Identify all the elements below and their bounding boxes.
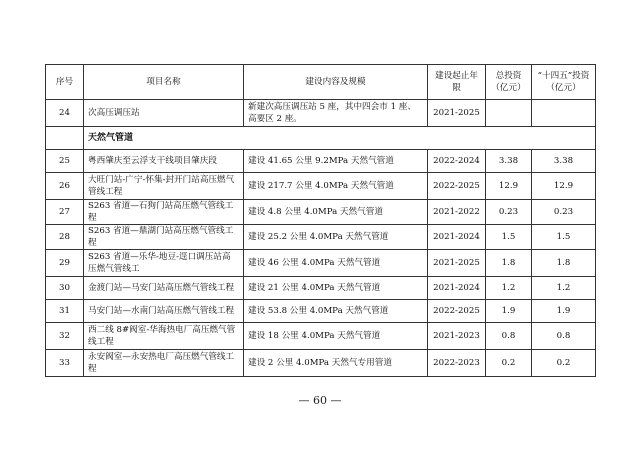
cell-name: 大旺门站-广宁-怀集-封开门站高压燃气管线工程 <box>84 173 244 200</box>
cell-period: 2021-2022 <box>428 200 486 225</box>
cell-no: 30 <box>46 277 84 300</box>
cell-no: 29 <box>46 250 84 277</box>
table-row <box>46 300 596 323</box>
cell-no: 31 <box>46 300 84 323</box>
cell-period: 2022-2025 <box>428 300 486 323</box>
cell-content: 建设 53.8 公里 4.0MPa 天然气管道 <box>244 300 428 323</box>
cell-name: 西二线 8#阀室-华海热电厂高压燃气管线工程 <box>84 323 244 350</box>
cell-content: 建设 18 公里 4.0MPa 天然气管道 <box>244 323 428 350</box>
cell-period: 2021-2025 <box>428 250 486 277</box>
cell-no: 33 <box>46 350 84 377</box>
cell-period: 2021-2025 <box>428 100 486 127</box>
cell-name: 马安门站—水南门站高压燃气管线工程 <box>84 300 244 323</box>
cell-content: 新建次高压调压站 5 座，其中四会市 1 座、高要区 2 座。 <box>244 100 428 127</box>
page-number: — 60 — <box>298 394 342 407</box>
cell-plan: 0.23 <box>532 200 596 225</box>
table-row <box>46 250 596 277</box>
table-row <box>46 277 596 300</box>
cell-name: 粤西肇庆至云浮支干线项目肇庆段 <box>84 150 244 173</box>
header-content: 建设内容及规模 <box>244 65 428 100</box>
cell-total: 1.5 <box>486 225 532 250</box>
cell-plan: 0.2 <box>532 350 596 377</box>
cell-no: 26 <box>46 173 84 200</box>
section-blank <box>46 127 84 150</box>
header-total: 总投资（亿元） <box>486 65 532 100</box>
cell-plan: 1.5 <box>532 225 596 250</box>
cell-total: 1.8 <box>486 250 532 277</box>
section-label: 天然气管道 <box>84 127 596 150</box>
cell-total: 1.2 <box>486 277 532 300</box>
table-row <box>46 200 596 225</box>
cell-name: S263 省道—鼎湖门站高压燃气管线工程 <box>84 225 244 250</box>
cell-plan: 0.8 <box>532 323 596 350</box>
cell-no: 24 <box>46 100 84 127</box>
cell-period: 2022-2024 <box>428 150 486 173</box>
cell-plan: 1.8 <box>532 250 596 277</box>
header-period: 建设起止年限 <box>428 65 486 100</box>
cell-no: 32 <box>46 323 84 350</box>
table-row <box>46 100 596 127</box>
cell-plan: 1.9 <box>532 300 596 323</box>
cell-total: 0.2 <box>486 350 532 377</box>
cell-period: 2021-2023 <box>428 323 486 350</box>
cell-period: 2022-2023 <box>428 350 486 377</box>
cell-no: 25 <box>46 150 84 173</box>
cell-name: 永安阀室—永安热电厂高压燃气管线工程 <box>84 350 244 377</box>
cell-total: 3.38 <box>486 150 532 173</box>
cell-name: S263 省道—乐华-地豆-逕口调压站高压燃气管线工 <box>84 250 244 277</box>
cell-plan: 3.38 <box>532 150 596 173</box>
cell-content: 建设 217.7 公里 4.0MPa 天然气管道 <box>244 173 428 200</box>
table-row <box>46 150 596 173</box>
table-row <box>46 350 596 377</box>
table-row <box>46 225 596 250</box>
cell-total: 0.23 <box>486 200 532 225</box>
cell-no: 28 <box>46 225 84 250</box>
header-plan: “十四五”投资（亿元） <box>532 65 596 100</box>
section-row <box>46 127 596 150</box>
table-row <box>46 323 596 350</box>
cell-period: 2021-2024 <box>428 225 486 250</box>
cell-period: 2021-2024 <box>428 277 486 300</box>
cell-content: 建设 25.2 公里 4.0MPa 天然气管道 <box>244 225 428 250</box>
cell-plan <box>532 100 596 127</box>
cell-content: 建设 4.8 公里 4.0MPa 天然气管道 <box>244 200 428 225</box>
cell-name: 金渡门站—马安门站高压燃气管线工程 <box>84 277 244 300</box>
cell-name: S263 省道—石狗门站高压燃气管线工程 <box>84 200 244 225</box>
header-no: 序号 <box>46 65 84 100</box>
cell-total <box>486 100 532 127</box>
cell-period: 2022-2025 <box>428 173 486 200</box>
cell-plan: 1.2 <box>532 277 596 300</box>
table-row <box>46 173 596 200</box>
header-name: 项目名称 <box>84 65 244 100</box>
cell-plan: 12.9 <box>532 173 596 200</box>
project-table <box>45 64 596 377</box>
cell-no: 27 <box>46 200 84 225</box>
cell-name: 次高压调压站 <box>84 100 244 127</box>
cell-content: 建设 2 公里 4.0MPa 天然气专用管道 <box>244 350 428 377</box>
cell-total: 12.9 <box>486 173 532 200</box>
cell-content: 建设 21 公里 4.0MPa 天然气管道 <box>244 277 428 300</box>
cell-content: 建设 46 公里 4.0MPa 天然气管道 <box>244 250 428 277</box>
cell-total: 0.8 <box>486 323 532 350</box>
cell-content: 建设 41.65 公里 9.2MPa 天然气管道 <box>244 150 428 173</box>
table-header-row <box>46 65 596 100</box>
cell-total: 1.9 <box>486 300 532 323</box>
